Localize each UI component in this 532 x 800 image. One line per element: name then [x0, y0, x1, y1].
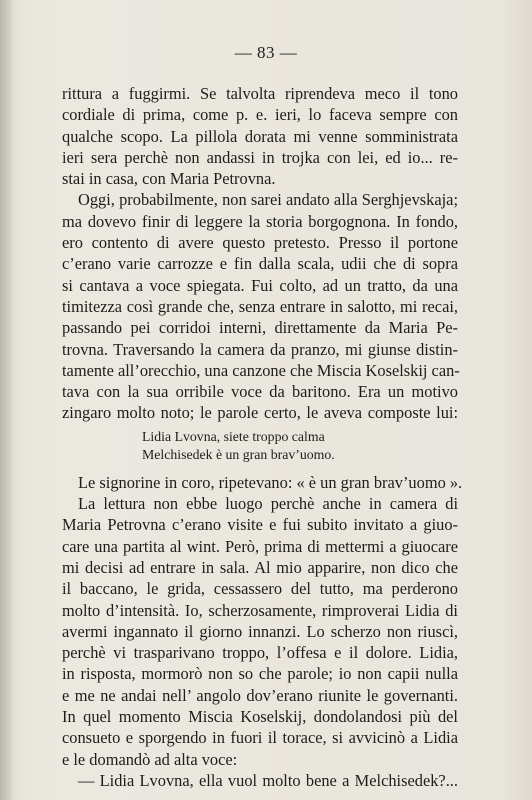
page-spine-shadow: [0, 0, 12, 800]
text-line: e le domandò ad alta voce:: [62, 749, 238, 769]
verse-quote: [142, 428, 458, 464]
text-line: molto d’intensità. Io, scherzosamente, rimproverai Lidia di: [62, 600, 458, 620]
text-line: tamente all’orecchio, una canzone che Miscia Koselskij can-: [62, 360, 460, 380]
text-line: avermi ingannato il giorno innanzi. Lo scherzo non riuscì,: [62, 621, 458, 641]
paragraph-4: [62, 770, 458, 791]
text-line: e me ne andai nell’ angolo dov’erano riunite le governanti.: [62, 685, 458, 705]
text-line: zingaro molto noto; le parole certo, le aveva composte lui:: [62, 403, 458, 423]
paragraph-3: [62, 472, 463, 770]
text-line: Oggi, probabilmente, non sarei andato alla Serghjevskaja;: [78, 190, 458, 210]
text-line: stai in casa, con Maria Petrovna.: [62, 169, 276, 189]
text-line: mi decisi ad entrare in sala. Al mio apparire, non dico che: [62, 557, 458, 577]
text-line: il baccano, le grida, cessassero del tutto, ma perderono: [62, 579, 458, 599]
page-number: — 83 —: [234, 43, 298, 62]
text-line: In quel momento Miscia Koselskij, dondolandosi più del: [62, 707, 458, 727]
text-line: perchè vi trasparivano troppo, l’offesa e il dolore. Lidia,: [62, 643, 458, 663]
text-line: si cantava a voce spiegata. Fui colto, ad un tratto, da una: [62, 275, 458, 295]
text-line: qualche scopo. La pillola dorata mi venne somministrata: [62, 126, 458, 146]
text-line: ero contento di avere questo pretesto. Presso il portone: [62, 233, 458, 253]
verse-line: Melchisedek è un gran brav’uomo.: [142, 446, 335, 462]
text-line: Le signorine in coro, ripetevano: « è un gran brav’uomo ».: [78, 472, 463, 492]
text-line: consueto e sporgendo in fuori il torace, si avvicinò a Lidia: [62, 728, 458, 748]
text-line: ieri sera perchè non andassi in trojka con lei, ed io... re-: [62, 147, 458, 167]
text-line: trovna. Traversando la camera da pranzo, mi giunse distin-: [62, 339, 458, 359]
text-line: La lettura non ebbe luogo perchè anche in camera di: [78, 494, 458, 514]
verse-line: Lidia Lvovna, siete troppo calma: [142, 428, 325, 444]
text-line: rittura a fuggirmi. Se talvolta riprendeva meco il tono: [62, 84, 458, 103]
paragraph-1: [62, 83, 458, 189]
text-line: cordiale di prima, come p. e. ieri, lo faceva sempre con: [62, 105, 458, 125]
text-line: passando pei corridoi interni, direttamente da Maria Pe-: [62, 318, 458, 338]
text-line: — Lidia Lvovna, ella vuol molto bene a Melchisedek?...: [78, 770, 458, 790]
body-text: [62, 83, 463, 791]
paragraph-2: [62, 189, 458, 423]
text-line: ma dovevo finir di leggere la storia borgognona. In fondo,: [62, 211, 458, 231]
text-line: c’erano varie carrozze e fin dalla scala, udii che di sopra: [62, 254, 458, 274]
text-line: Maria Petrovna c’erano visite e fui subito invitato a giuo-: [62, 515, 458, 535]
text-line: tava con la sua orribile voce da baritono. Era un motivo: [62, 382, 458, 402]
text-line: timitezza così grande che, senza entrare in salotto, mi recai,: [62, 296, 458, 316]
text-line: in risposta, mormorò non so che parole; io non capii nulla: [62, 664, 458, 684]
text-line: care una partita al wint. Però, prima di mettermi a giuocare: [62, 536, 458, 556]
